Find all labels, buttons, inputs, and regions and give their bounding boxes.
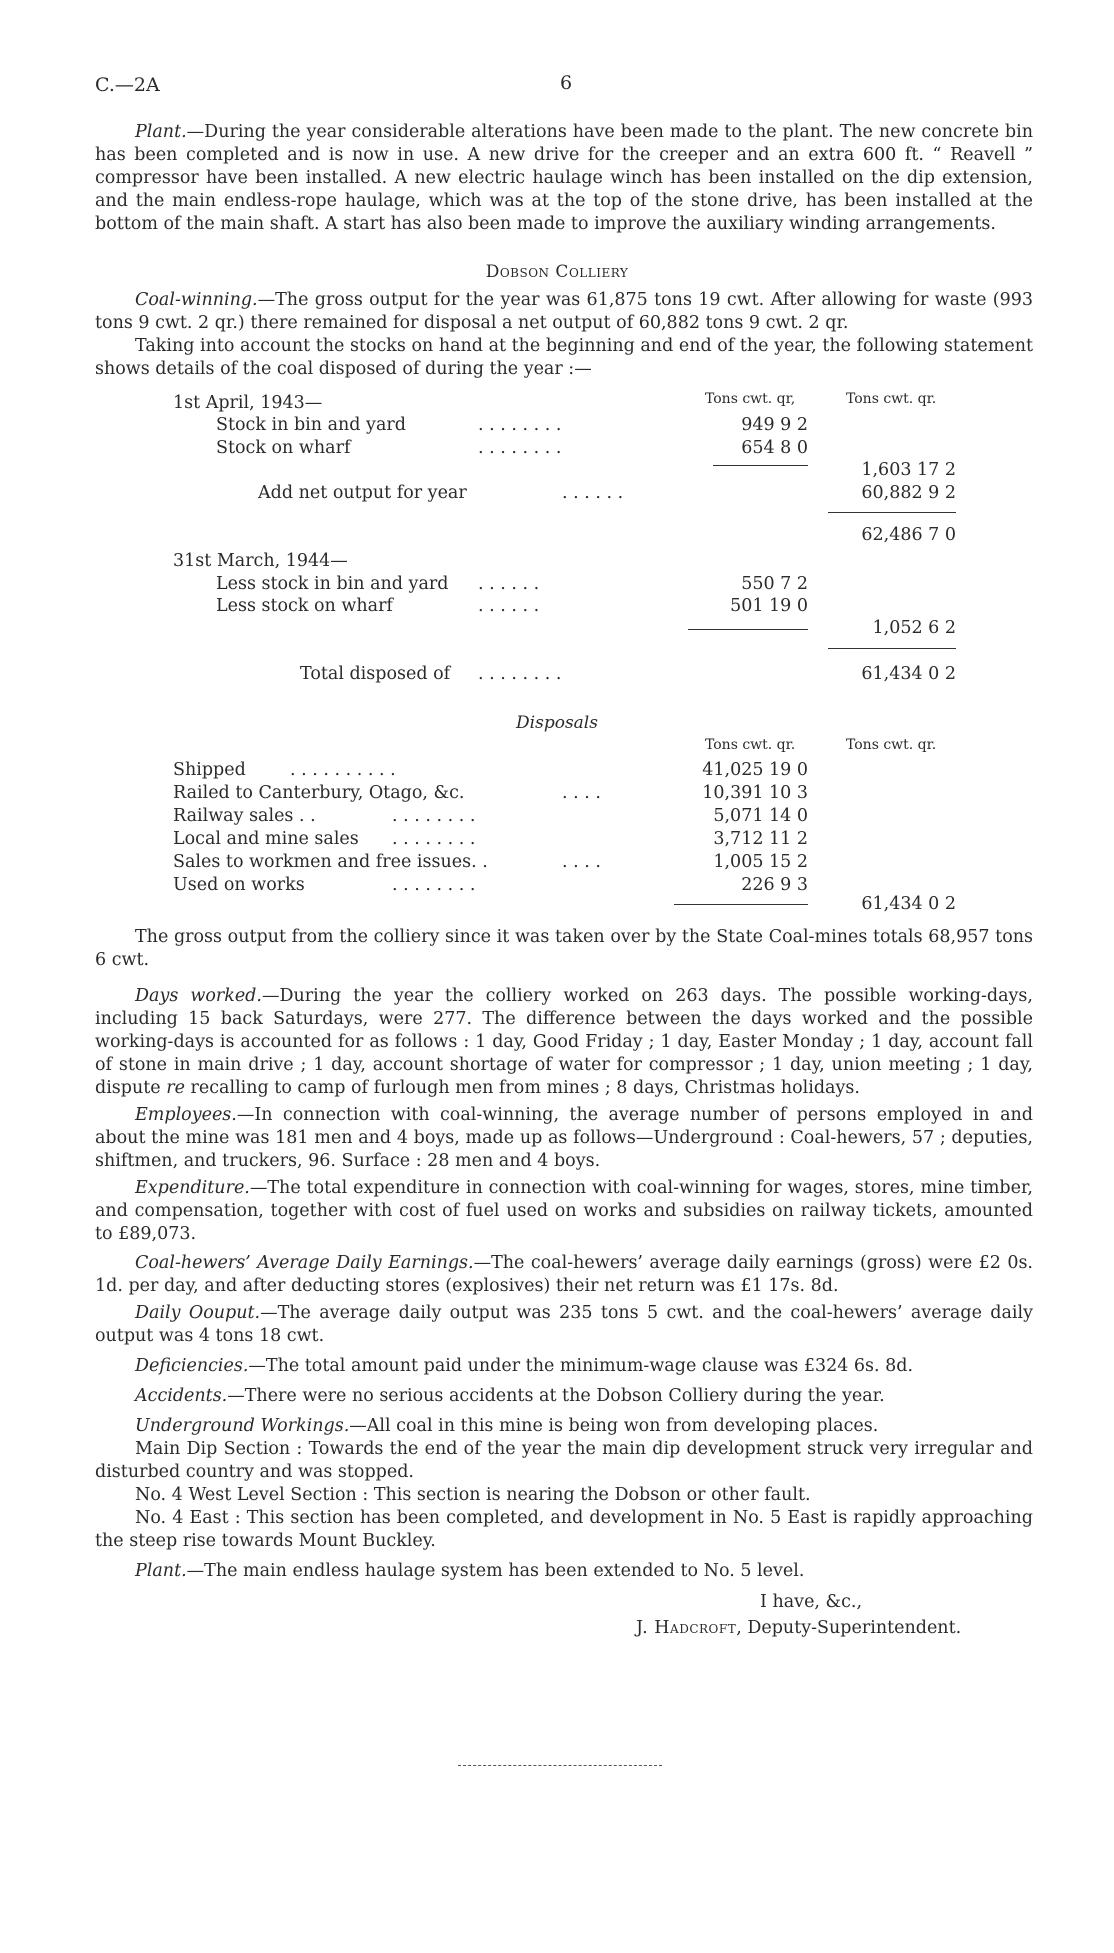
signatory-name: J. Hadcroft: [636, 1618, 737, 1638]
row-label: Stock in bin and yard: [216, 415, 406, 435]
coal-winning-paragraph: [95, 289, 1033, 335]
plant-extension-paragraph: [95, 1560, 1033, 1583]
document-reference: C.—2A: [95, 74, 160, 96]
west-level-text: No. 4 West Level Section : This section is nearing the Dobson or other fault.: [135, 1485, 811, 1505]
accidents-paragraph: [95, 1385, 1033, 1408]
earnings-text: —The coal-hewers’ average daily earnings (gross) were £2 0s. 1d. per day, and after deducting stores (explosives) their net return was £1 17s. 8d.: [95, 1253, 1033, 1296]
re-word: re: [166, 1078, 185, 1098]
deficiencies-text: —The total amount paid under the minimum-wage clause was £324 6s. 8d.: [248, 1356, 914, 1376]
column-header-tons-cwt-qr: Tons cwt. qr,: [705, 391, 796, 407]
underground-label: Underground Workings.: [135, 1416, 350, 1436]
daily-output-paragraph: [95, 1302, 1033, 1348]
section-title: Dobson Colliery: [485, 262, 629, 282]
daily-output-text: —The average daily output was 235 tons 5 cwt. and the coal-hewers’ average daily output was 4 tons 18 cwt.: [95, 1303, 1033, 1346]
column-header-tons-cwt-qr-total: Tons cwt. qr.: [846, 737, 937, 753]
expenditure-label: Expenditure.: [135, 1178, 250, 1198]
page-number: 6: [560, 72, 573, 94]
leader-dots: . . . . . .: [478, 596, 540, 616]
closing-divider: [458, 1765, 662, 1766]
earnings-label: Coal-hewers’ Average Daily Earnings.: [135, 1253, 474, 1273]
column-header-tons-cwt-qr-total: Tons cwt. qr.: [846, 391, 937, 407]
days-worked-text-end: recalling to camp of furlough men from mines ; 8 days, Christmas holidays.: [184, 1078, 860, 1098]
disposals-title: Disposals: [516, 713, 598, 733]
row-value: 550 7 2: [741, 574, 808, 594]
earnings-paragraph: [95, 1252, 1033, 1298]
row-value: 501 19 0: [730, 596, 808, 616]
stocks-intro-text: Taking into account the stocks on hand at the beginning and end of the year, the following statement shows details of the coal disposed of during the year :—: [95, 336, 1033, 379]
days-worked-label: Days worked.: [135, 986, 262, 1006]
leader-dots: . . . . . . . .: [392, 806, 476, 826]
expenditure-paragraph: [95, 1177, 1033, 1246]
disposal-value: 5,071 14 0: [713, 806, 808, 826]
disposal-value: 41,025 19 0: [702, 760, 808, 780]
employees-text: —In connection with coal-winning, the average number of persons employed in and about the mine was 181 men and 4 boys, made up as follows—Underground : Coal-hewers, 57 ; deputies, shiftmen, and truckers, 96. Surface : 28 men and 4 boys.: [95, 1105, 1033, 1171]
stocks-intro-paragraph: [95, 335, 1033, 381]
subtotal-value: 1,052 6 2: [872, 618, 956, 638]
disposal-value: 3,712 11 2: [713, 829, 808, 849]
main-dip-text: Main Dip Section : Towards the end of the year the main dip development struck very irregular and disturbed country and was stopped.: [95, 1439, 1033, 1482]
deficiencies-paragraph: [95, 1355, 1033, 1378]
east-paragraph: [95, 1507, 1033, 1553]
plant-text: —During the year considerable alterations have been made to the plant. The new concrete bin has been completed and is now in use. A new drive for the creeper and an extra 600 ft. “ Reavell ” compressor have been installed. A new electric haulage winch has been installed on the dip extension, and the main endless-rope haulage, which was at the top of the stone drive, has been installed at the bottom of the main shaft. A start has also been made to improve the auxiliary winding arrangements.: [95, 122, 1033, 234]
leader-dots: . . . . . .: [562, 483, 624, 503]
gross-output-text: The gross output from the colliery since it was taken over by the State Coal-mines totals 68,957 tons 6 cwt.: [95, 927, 1033, 970]
underground-paragraph: [95, 1415, 1033, 1438]
plant-extension-text: —The main endless haulage system has been extended to No. 5 level.: [186, 1561, 805, 1581]
east-text: No. 4 East : This section has been completed, and development in No. 5 East is rapidly approaching the steep rise towards Mount Buckley.: [95, 1508, 1033, 1551]
disposal-label: Railway sales . .: [173, 806, 316, 826]
subtotal-rule: [713, 465, 808, 466]
daily-output-label: Daily Oouput.: [135, 1303, 261, 1323]
leader-dots: . . . . . . . .: [478, 415, 562, 435]
date-opening: 1st April, 1943—: [173, 393, 323, 413]
leader-dots: . . . . . . . .: [478, 664, 562, 684]
disposal-value: 1,005 15 2: [713, 852, 808, 872]
closing-line: I have, &c.,: [760, 1592, 863, 1612]
accidents-label: Accidents.: [135, 1386, 228, 1406]
gross-output-paragraph: [95, 926, 1033, 972]
leader-dots: . . . . . . . .: [392, 875, 476, 895]
row-value: 60,882 9 2: [861, 483, 956, 503]
total-value: 61,434 0 2: [861, 664, 956, 684]
signatory-title: , Deputy-Superintendent.: [736, 1618, 962, 1638]
signature: [636, 1618, 961, 1638]
main-dip-paragraph: [95, 1438, 1033, 1484]
plant-label: Plant.: [135, 122, 187, 142]
coal-winning-label: Coal-winning.: [135, 290, 258, 310]
row-value: 949 9 2: [741, 415, 808, 435]
row-label: Add net output for year: [258, 483, 467, 503]
disposal-label: Used on works: [173, 875, 305, 895]
row-label: Less stock on wharf: [216, 596, 393, 616]
deficiencies-label: Deficiencies.: [135, 1356, 249, 1376]
leader-dots: . . . . . . . .: [478, 438, 562, 458]
days-worked-text: —During the year the colliery worked on 263 days. The possible working-days, including 15 back Saturdays, were 277. The difference between the days worked and the possible working-days is accounted for as follows : 1 day, Good Friday ; 1 day, Easter Monday ; 1 day, account fall of stone in main drive ; 1 day, account shortage of water for compressor ; 1 day, union meeting ; 1 day, dispute: [95, 986, 1033, 1098]
sum-value: 62,486 7 0: [861, 525, 956, 545]
column-header-tons-cwt-qr: Tons cwt. qr.: [705, 737, 796, 753]
employees-paragraph: [95, 1104, 1033, 1173]
coal-winning-text: —The gross output for the year was 61,875 tons 19 cwt. After allowing for waste (993 tons 9 cwt. 2 qr.) there remained for disposal a net output of 60,882 tons 9 cwt. 2 qr.: [95, 290, 1033, 333]
employees-label: Employees.: [135, 1105, 237, 1125]
leader-dots: . . . . . . . . . .: [290, 760, 396, 780]
disposal-label: Shipped: [173, 760, 246, 780]
days-worked-paragraph: [95, 985, 1033, 1100]
leader-dots: . . . .: [562, 783, 601, 803]
sum-rule: [828, 512, 956, 513]
disposal-label: Railed to Canterbury, Otago, &c.: [173, 783, 465, 803]
row-label: Stock on wharf: [216, 438, 351, 458]
row-value: 654 8 0: [741, 438, 808, 458]
disposals-total: 61,434 0 2: [861, 894, 956, 914]
disposal-label: Sales to workmen and free issues. .: [173, 852, 488, 872]
row-label: Less stock in bin and yard: [216, 574, 449, 594]
plant-paragraph: [95, 121, 1033, 236]
leader-dots: . . . . . .: [478, 574, 540, 594]
total-rule: [828, 648, 956, 649]
date-closing: 31st March, 1944—: [173, 551, 348, 571]
accidents-text: —There were no serious accidents at the Dobson Colliery during the year.: [227, 1386, 885, 1406]
disposals-rule: [674, 904, 808, 905]
leader-dots: . . . .: [562, 852, 601, 872]
disposal-value: 10,391 10 3: [702, 783, 808, 803]
disposal-value: 226 9 3: [741, 875, 808, 895]
subtotal-rule: [688, 629, 808, 630]
expenditure-text: —The total expenditure in connection with coal-winning for wages, stores, mine timber, and compensation, together with cost of fuel used on works and subsidies on railway tickets, amounted to £89,073.: [95, 1178, 1033, 1244]
leader-dots: . . . . . . . .: [392, 829, 476, 849]
subtotal-value: 1,603 17 2: [861, 460, 956, 480]
plant-extension-label: Plant.: [135, 1561, 187, 1581]
underground-text: —All coal in this mine is being won from developing places.: [349, 1416, 879, 1436]
west-level-paragraph: [95, 1484, 1033, 1507]
row-label: Total disposed of: [300, 664, 451, 684]
disposal-label: Local and mine sales: [173, 829, 359, 849]
